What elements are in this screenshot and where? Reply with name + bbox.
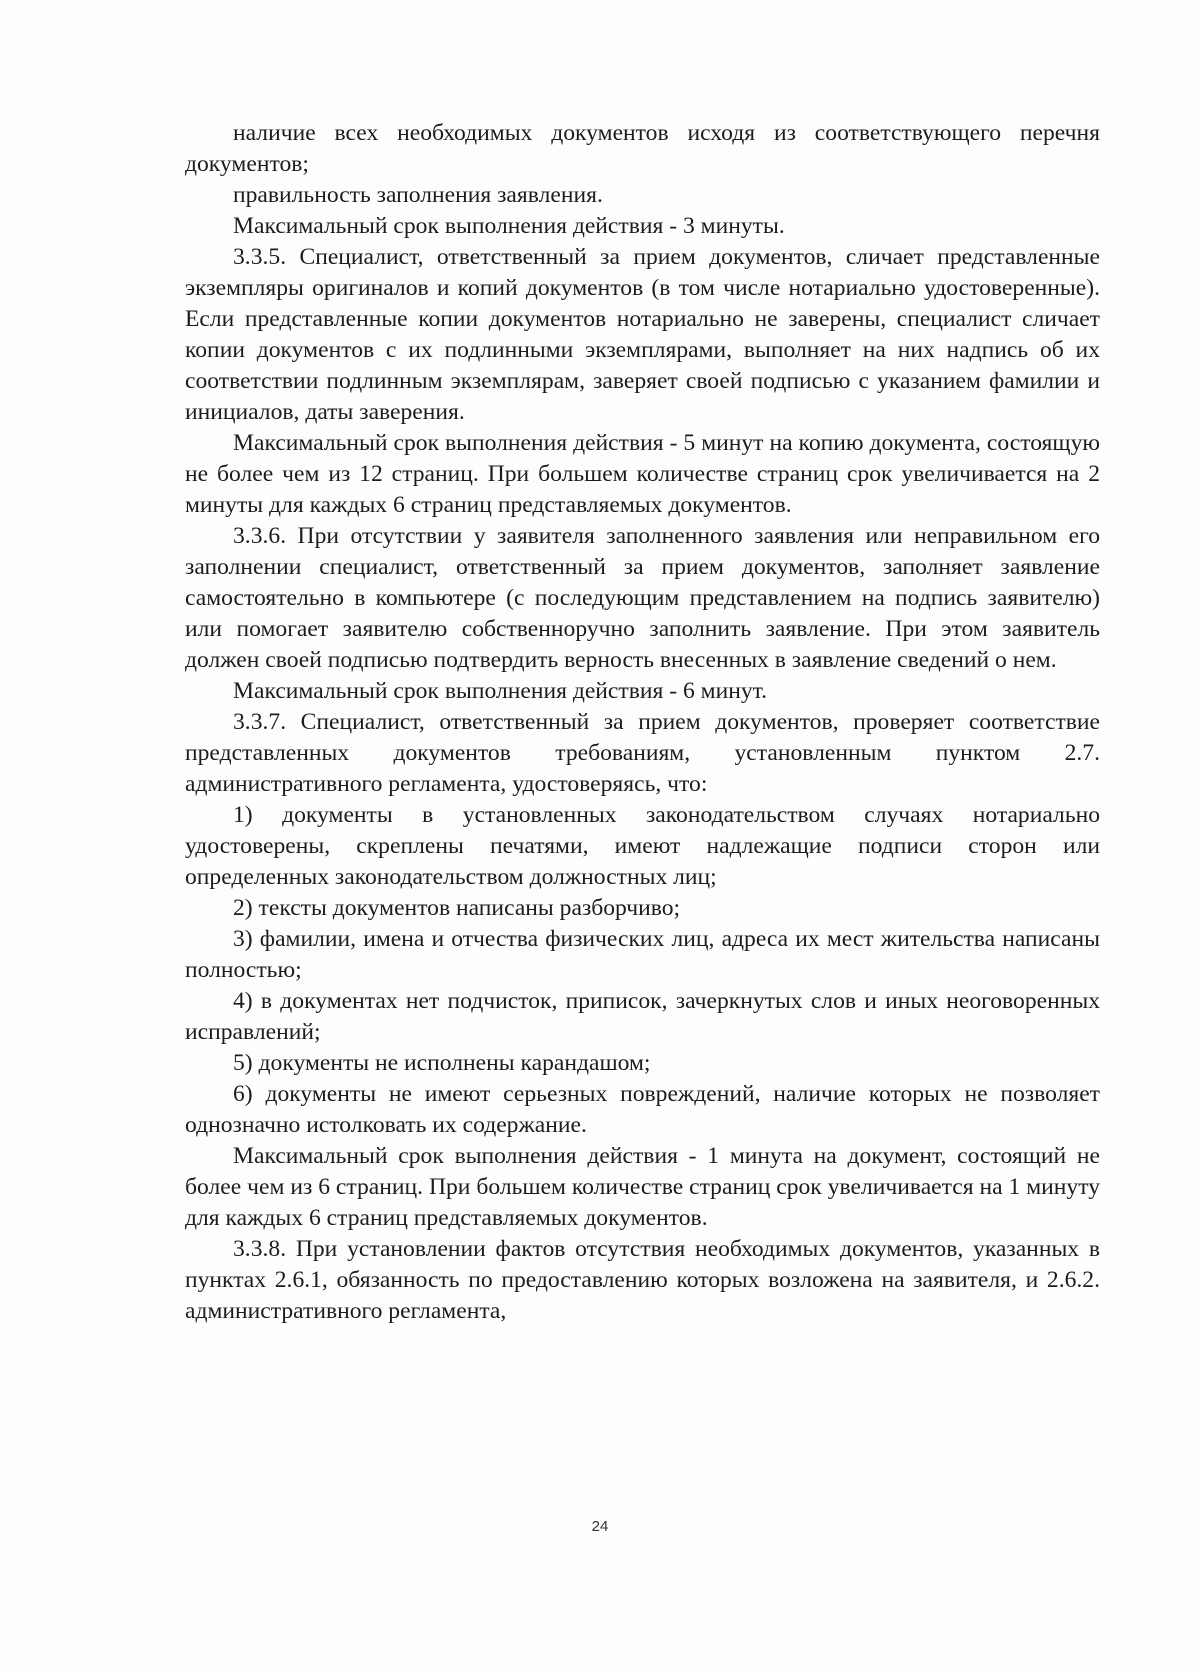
list-item: 3) фамилии, имена и отчества физических лиц, адреса их мест жительства написаны полностью; <box>185 926 1100 983</box>
list-item: 2) тексты документов написаны разборчиво; <box>233 895 681 921</box>
list-item: 6) документы не имеют серьезных повреждений, наличие которых не позволяет однозначно истолковать их содержание. <box>185 1081 1100 1138</box>
list-item: 4) в документах нет подчисток, приписок, зачеркнутых слов и иных неоговоренных исправлений; <box>185 988 1100 1045</box>
paragraph: 3.3.6. При отсутствии у заявителя заполненного заявления или неправильном его заполнении специалист, ответственный за прием документов, заполняет заявление самостоятельно в компьютере (с последующим представлением на подпись заявителю) или помогает заявителю собственноручно заполнить заявление. При этом заявитель должен своей подписью подтвердить верность внесенных в заявление сведений о нем. <box>185 523 1100 673</box>
list-item: 5) документы не исполнены карандашом; <box>233 1050 651 1076</box>
paragraph: Максимальный срок выполнения действия - 5 минут на копию документа, состоящую не более чем из 12 страниц. При большем количестве страниц срок увеличивается на 2 минуты для каждых 6 страниц представляемых документов. <box>185 430 1100 518</box>
list-item: 1) документы в установленных законодательством случаях нотариально удостоверены, скреплены печатями, имеют надлежащие подписи сторон или определенных законодательством должностных лиц; <box>185 802 1100 890</box>
paragraph: 3.3.7. Специалист, ответственный за прием документов, проверяет соответствие представленных документов требованиям, установленным пунктом 2.7. административного регламента, удостоверяясь, что: <box>185 709 1100 797</box>
paragraph: 3.3.5. Специалист, ответственный за прием документов, сличает представленные экземпляры оригиналов и копий документов (в том числе нотариально удостоверенные). Если представленные копии документов нотариально не заверены, специалист сличает копии документов с их подлинными экземплярами, выполняет на них надпись об их соответствии подлинным экземплярам, заверяет своей подписью с указанием фамилии и инициалов, даты заверения. <box>185 244 1100 425</box>
page-body <box>185 118 1100 1327</box>
paragraph: правильность заполнения заявления. <box>233 182 603 208</box>
paragraph: Максимальный срок выполнения действия - 1 минута на документ, состоящий не более чем из 6 страниц. При большем количестве страниц срок увеличивается на 1 минуту для каждых 6 страниц представляемых документов. <box>185 1143 1100 1231</box>
paragraph: 3.3.8. При установлении фактов отсутствия необходимых документов, указанных в пунктах 2.6.1, обязанность по предоставлению которых возложена на заявителя, и 2.6.2. административного регламента, <box>185 1236 1100 1324</box>
paragraph: наличие всех необходимых документов исходя из соответствующего перечня документов; <box>185 120 1100 177</box>
page-number: 24 <box>591 1518 609 1535</box>
paragraph: Максимальный срок выполнения действия - 3 минуты. <box>233 213 785 239</box>
paragraph: Максимальный срок выполнения действия - 6 минут. <box>233 678 768 704</box>
